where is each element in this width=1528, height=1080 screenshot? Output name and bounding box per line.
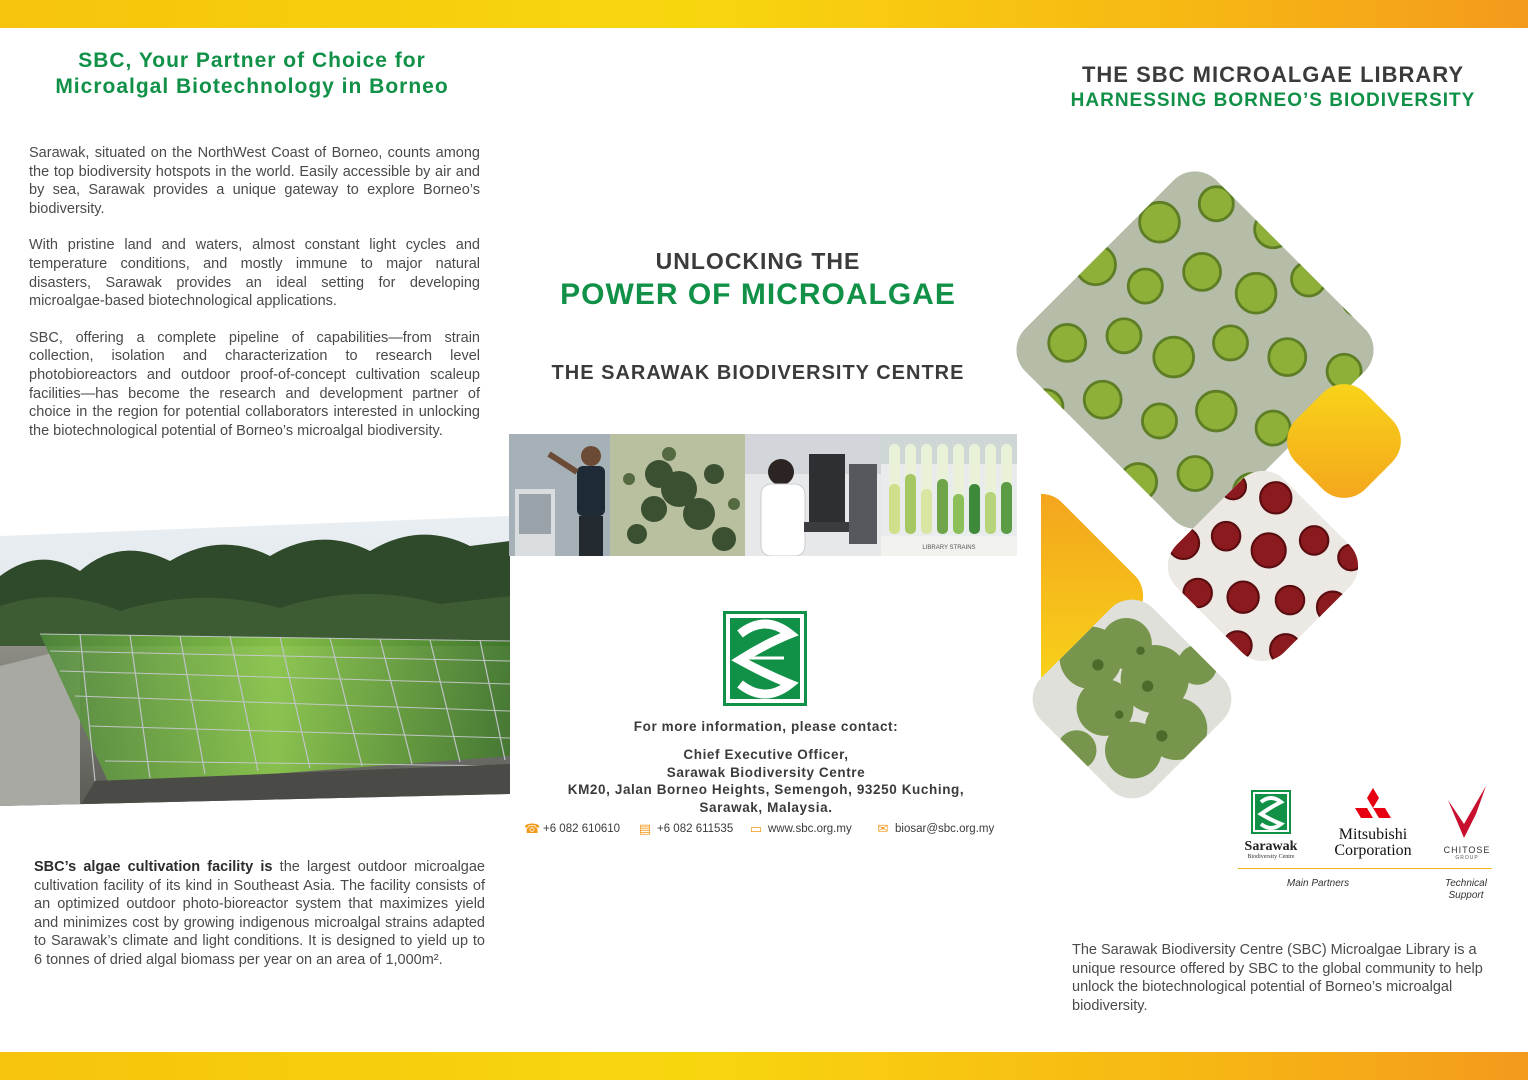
facility-text: the largest outdoor microalgae cultivation facility of its kind in Southeast Asia. The facility consists of an optimized outdoor photo-bioreactor system that maximizes yield and minimizes cost by growing indigenous microalgal strains adapted to Sarawak’s climate and light conditions. It is designed to yield up to 6 tonnes of dried algal biomass per year on an area of 1,000m². — [34, 859, 485, 968]
contact-row — [522, 822, 1022, 842]
mitsubishi-line2: Corporation — [1334, 842, 1412, 859]
intro-paragraph-1: Sarawak, situated on the NorthWest Coast of Borneo, counts among the top biodiversity hotspots in the world. Easily accessible by air and by sea, Sarawak provides a unique gateway to explore Borneo’s biodiversity. — [29, 145, 480, 217]
bottom-accent-band — [0, 1052, 1528, 1080]
left-panel-title — [24, 48, 480, 100]
contact-fax[interactable] — [638, 822, 733, 836]
right-title-line1: THE SBC MICROALGAE LIBRARY — [1081, 62, 1465, 87]
chitose-logo-mark — [1442, 784, 1492, 840]
facility-bold-lead: SBC’s algae cultivation facility is — [34, 859, 273, 875]
sbc-logo-mark — [726, 614, 804, 703]
address-line-2: Sarawak Biodiversity Centre — [666, 764, 866, 780]
facility-illustration — [0, 516, 510, 806]
contact-address — [520, 746, 1012, 816]
partners-divider — [1238, 868, 1492, 869]
photo-strip-illustration — [509, 434, 1017, 556]
sbc-logo — [723, 611, 807, 706]
library-strains-label: LIBRARY STRAINS — [922, 545, 976, 551]
phone-number: +6 082 610610 — [543, 823, 621, 835]
mitsubishi-logo-mark — [1353, 788, 1393, 822]
chitose-name: CHITOSE — [1443, 845, 1491, 855]
website-link: www.sbc.org.my — [768, 823, 852, 835]
top-accent-band — [0, 0, 1528, 28]
library-description: The Sarawak Biodiversity Centre (SBC) Microalgae Library is a unique resource offered by SBC to the global community to help unlock the biotechnological potential of Borneo’s microalgal biodiversity. — [1072, 942, 1483, 1014]
contact-email[interactable] — [876, 822, 994, 836]
main-partners-label: Main Partners — [1286, 878, 1350, 889]
phone-icon: ☎ — [524, 821, 541, 836]
address-line-3: KM20, Jalan Borneo Heights, Semengoh, 93250 Kuching, — [567, 782, 965, 797]
partner-sarawak-logo — [1238, 790, 1304, 860]
left-title-line2: Microalgal Biotechnology in Borneo — [55, 75, 449, 98]
chitose-sub: GROUP — [1455, 855, 1479, 861]
right-title-line2: HARNESSING BORNEO’S BIODIVERSITY — [1070, 90, 1476, 111]
org-name: THE SARAWAK BIODIVERSITY CENTRE — [551, 362, 965, 384]
sarawak-name: Sarawak — [1244, 839, 1298, 854]
sarawak-sub: Biodiversity Centre — [1247, 854, 1295, 860]
contact-phone[interactable] — [524, 822, 620, 836]
left-title-line1: SBC, Your Partner of Choice for — [78, 49, 426, 72]
partner-chitose-logo — [1432, 784, 1502, 861]
facility-description — [34, 858, 485, 970]
sarawak-logo-mark — [1251, 790, 1291, 834]
contact-heading: For more information, please contact: — [633, 719, 899, 734]
intro-paragraph-3: SBC, offering a complete pipeline of capabilities—from strain collection, isolation and characterization to research level photobioreactors and outdoor proof-of-concept cultivation scaleup facilities—has become the research and development partner of choice in the region for potential collaborators interested in unlocking the biotechnological potential of Borneo’s microalgal biodiversity. — [29, 329, 480, 439]
intro-paragraph-2: With pristine land and waters, almost constant light cycles and temperature conditions, and mostly immune to major natural disasters, Sarawak provides an ideal setting for developing microalgae-based biotechnological applications. — [29, 237, 480, 310]
email-icon: ✉ — [877, 821, 889, 836]
cultivation-facility-photo — [0, 516, 510, 806]
mitsubishi-line1: Mitsubishi — [1338, 826, 1408, 843]
address-line-1: Chief Executive Officer, — [683, 747, 849, 762]
photo-strip — [509, 434, 1017, 556]
technical-label-line2: Support — [1448, 890, 1484, 901]
headline-line1: UNLOCKING THE — [655, 248, 861, 274]
web-icon: ▭ — [749, 821, 763, 836]
partner-mitsubishi-logo — [1326, 788, 1420, 859]
fax-number: +6 082 611535 — [657, 823, 734, 835]
left-intro-text — [29, 144, 480, 458]
technical-label-line1: Technical — [1445, 878, 1487, 889]
headline-line2: POWER OF MICROALGAE — [560, 278, 956, 311]
address-line-4: Sarawak, Malaysia. — [699, 799, 833, 815]
technical-support-label — [1430, 878, 1502, 902]
email-link: biosar@sbc.org.my — [895, 823, 995, 835]
fax-icon: ▤ — [638, 821, 652, 836]
microalgae-collage — [1010, 160, 1430, 800]
contact-web[interactable] — [749, 822, 852, 836]
